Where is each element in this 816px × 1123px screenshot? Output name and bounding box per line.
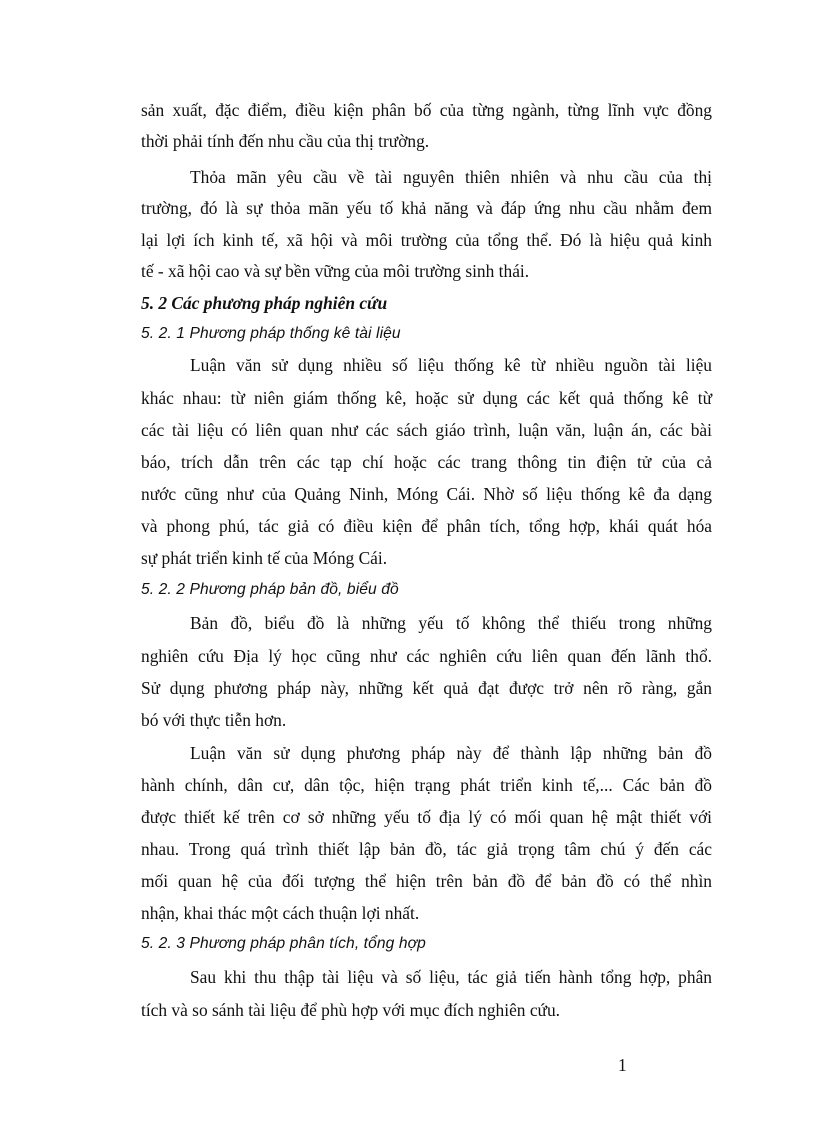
paragraph-line: nước cũng như của Quảng Ninh, Móng Cái. Nhờ số liệu thống kê đa dạng <box>141 484 712 504</box>
paragraph-line: Sau khi thu thập tài liệu và số liệu, tác giả tiến hành tổng hợp, phân <box>190 967 712 987</box>
paragraph-line: các tài liệu có liên quan như các sách giáo trình, luận văn, luận án, các bài <box>141 420 712 440</box>
section-heading: 5. 2 Các phương pháp nghiên cứu <box>141 293 388 313</box>
paragraph-line: thời phải tính đến nhu cầu của thị trường. <box>141 131 430 151</box>
paragraph-line: bó với thực tiễn hơn. <box>141 710 287 730</box>
paragraph-line: trường, đó là sự thỏa mãn yếu tố khả năng và đáp ứng nhu cầu nhằm đem <box>141 198 712 218</box>
page-number: 1 <box>618 1055 627 1075</box>
paragraph-line: được thiết kế trên cơ sở những yếu tố địa lý có mối quan hệ mật thiết với <box>141 807 712 827</box>
paragraph-line: và phong phú, tác giả có điều kiện để phân tích, tổng hợp, khái quát hóa <box>141 516 712 536</box>
paragraph-line: khác nhau: từ niên giám thống kê, hoặc sử dụng các kết quả thống kê từ <box>141 388 712 408</box>
subsection-heading: 5. 2. 3 Phương pháp phân tích, tổng hợp <box>141 935 426 952</box>
paragraph-line: tích và so sánh tài liệu để phù hợp với mục đích nghiên cứu. <box>141 1000 561 1020</box>
paragraph-line: Bản đồ, biểu đồ là những yếu tố không thể thiếu trong những <box>190 613 712 633</box>
paragraph-line: hành chính, dân cư, dân tộc, hiện trạng phát triển kinh tế,... Các bản đồ <box>141 775 712 795</box>
subsection-heading: 5. 2. 1 Phương pháp thống kê tài liệu <box>141 325 401 342</box>
paragraph-line: Luận văn sử dụng nhiều số liệu thống kê từ nhiều nguồn tài liệu <box>190 355 712 375</box>
paragraph-line: Luận văn sử dụng phương pháp này để thành lập những bản đồ <box>190 743 712 763</box>
paragraph-line: mối quan hệ của đối tượng thể hiện trên bản đồ để bản đồ có thể nhìn <box>141 871 712 891</box>
paragraph-line: tế - xã hội cao và sự bền vững của môi trường sinh thái. <box>141 261 530 281</box>
subsection-heading: 5. 2. 2 Phương pháp bản đồ, biểu đồ <box>141 581 399 598</box>
paragraph-line: báo, trích dẫn trên các tạp chí hoặc các trang thông tin điện tử của cả <box>141 452 712 472</box>
paragraph-line: nhau. Trong quá trình thiết lập bản đồ, tác giả trọng tâm chú ý đến các <box>141 839 712 859</box>
paragraph-line: lại lợi ích kinh tế, xã hội và môi trường của tổng thể. Đó là hiệu quả kinh <box>141 230 712 250</box>
paragraph-line: sự phát triển kinh tế của Móng Cái. <box>141 548 388 568</box>
paragraph-line: Sử dụng phương pháp này, những kết quả đạt được trở nên rõ ràng, gắn <box>141 678 712 698</box>
paragraph-line: nghiên cứu Địa lý học cũng như các nghiên cứu liên quan đến lãnh thổ. <box>141 646 712 666</box>
paragraph-line: nhận, khai thác một cách thuận lợi nhất. <box>141 903 420 923</box>
paragraph-line: sản xuất, đặc điểm, điều kiện phân bố của từng ngành, từng lĩnh vực đồng <box>141 100 712 120</box>
paragraph-line: Thỏa mãn yêu cầu về tài nguyên thiên nhiên và nhu cầu của thị <box>190 167 712 187</box>
